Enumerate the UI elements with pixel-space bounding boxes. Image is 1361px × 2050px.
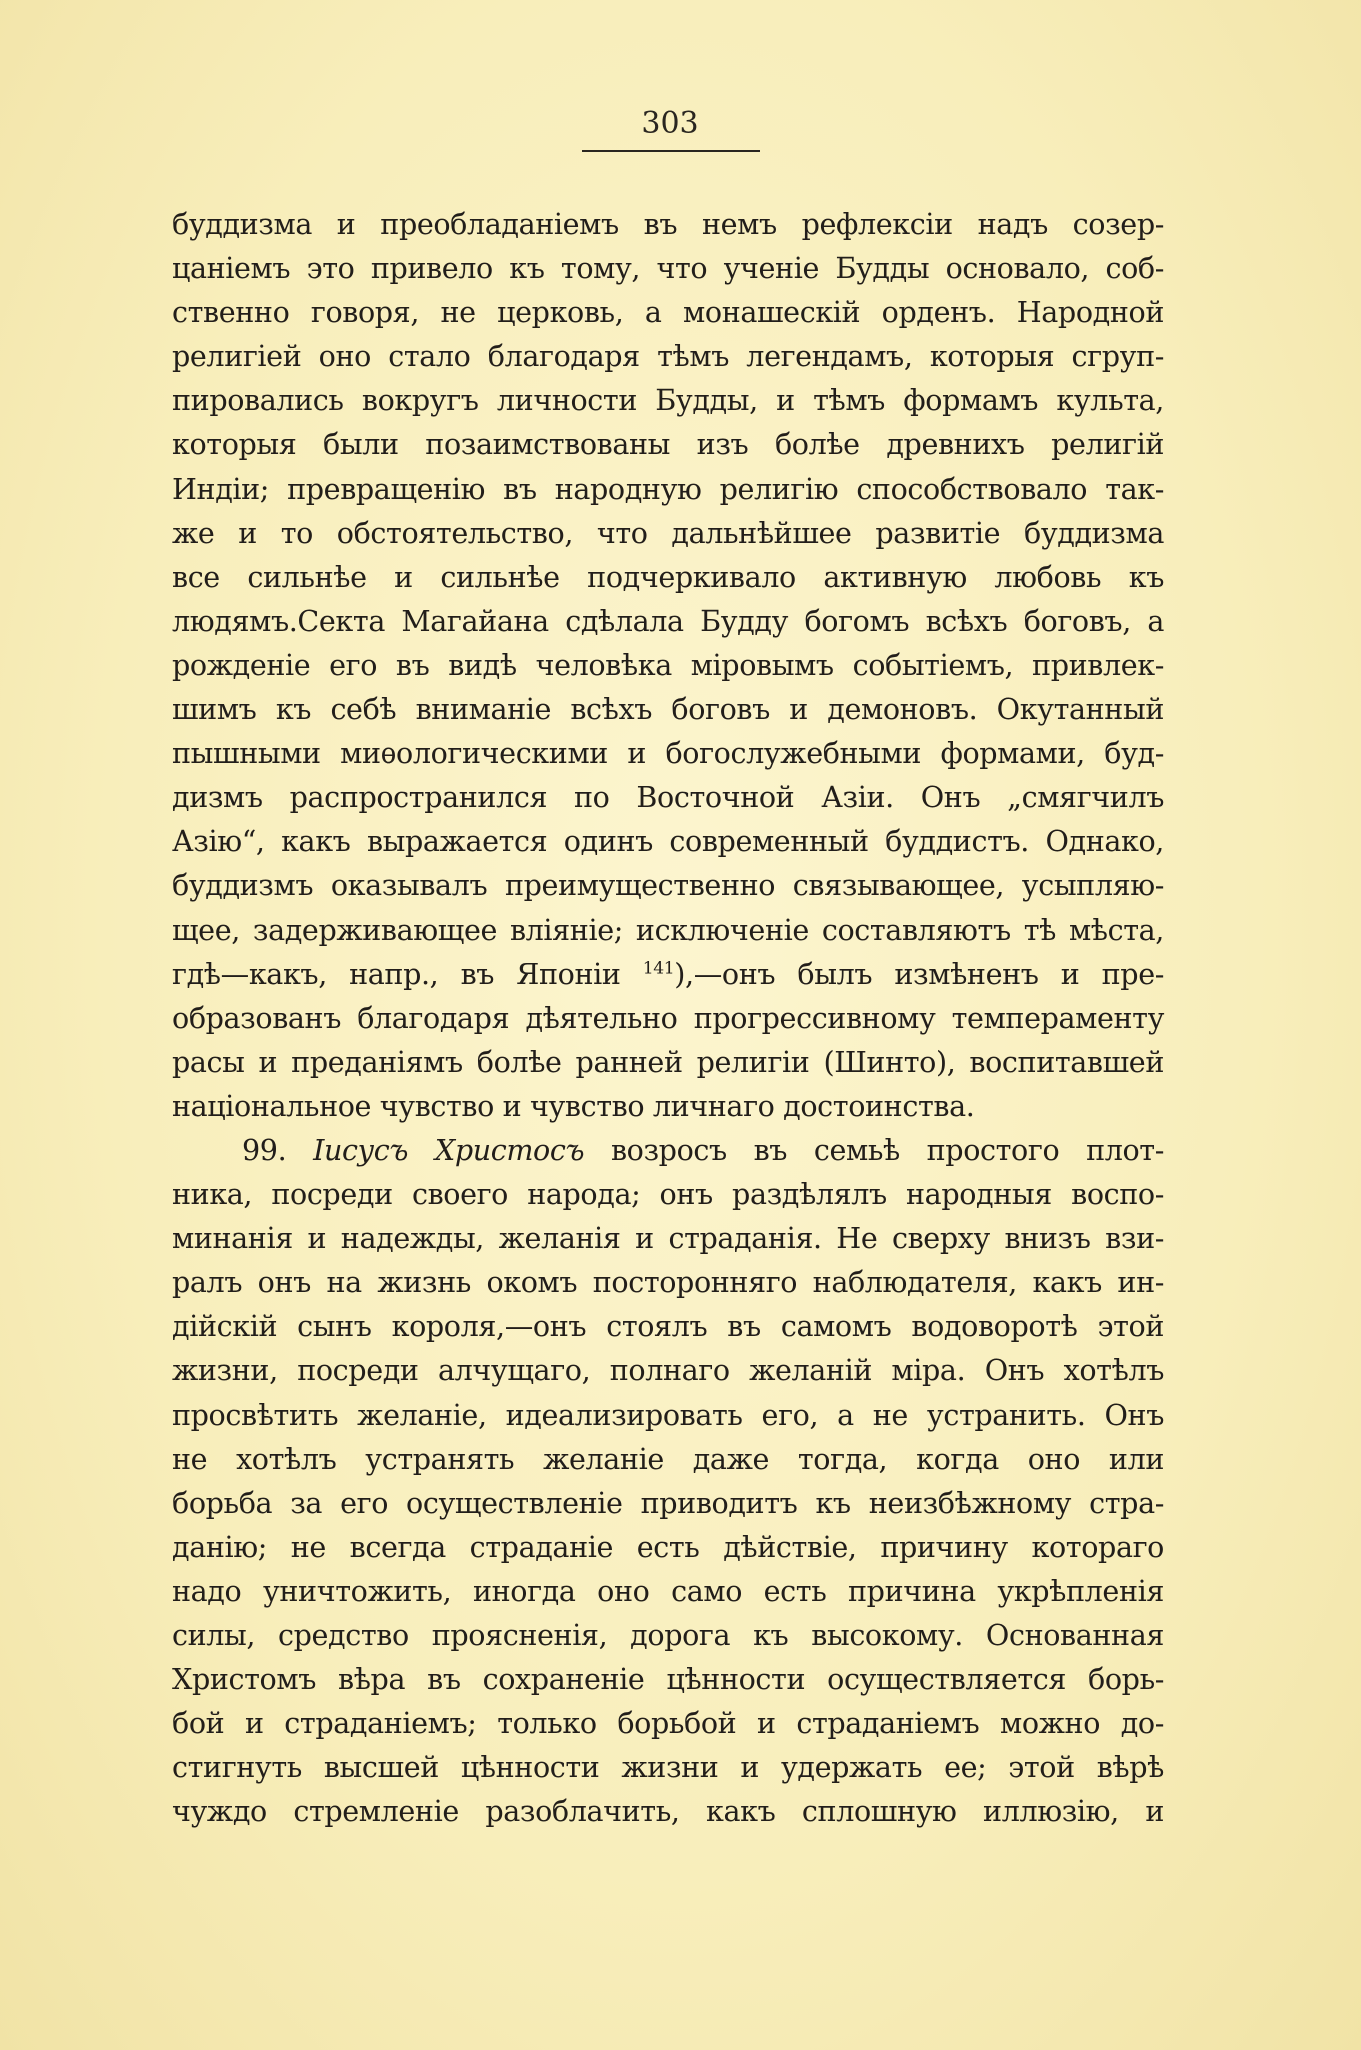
page-number: 303 [641, 106, 699, 141]
text-line: все сильнѣе и сильнѣе подчеркивало активную любовь къ [172, 559, 1164, 594]
text-line: бой и страданіемъ; только борьбой и страданіемъ можно до- [172, 1706, 1164, 1741]
text-line: національное чувство и чувство личнаго достоинства. [172, 1088, 975, 1123]
text-line: религіей оно стало благодаря тѣмъ легендамъ, которыя сгруп- [172, 339, 1164, 374]
text-line: цаніемъ это привело къ тому, что ученіе Будды основало, соб- [172, 251, 1164, 286]
text-line-with-footnote [172, 952, 1164, 996]
body-text [172, 202, 1164, 1833]
text-line: же и то обстоятельство, что дальнѣйшее развитіе буддизма [172, 515, 1164, 550]
text-line: ралъ онъ на жизнь окомъ посторонняго наблюдателя, какъ ин- [172, 1265, 1164, 1300]
text-line: данію; не всегда страданіе есть дѣйствіе, причину котораго [172, 1529, 1164, 1564]
text-line: щее, задерживающее вліяніе; исключеніе составляютъ тѣ мѣста, [172, 912, 1164, 947]
text-line: не хотѣлъ устранять желаніе даже тогда, когда оно или [172, 1441, 1164, 1476]
text-line: которыя были позаимствованы изъ болѣе древнихъ религій [172, 427, 1164, 462]
text-line: дійскій сынъ короля,—онъ стоялъ въ самомъ водоворотѣ этой [172, 1309, 1164, 1344]
text-line: людямъ.Секта Магайана сдѣлала Будду богомъ всѣхъ боговъ, а [172, 603, 1164, 638]
text-line: минанія и надежды, желанія и страданія. Не сверху внизъ взи- [172, 1221, 1164, 1256]
text-line: образованъ благодаря дѣятельно прогрессивному темпераменту [172, 1000, 1164, 1035]
paragraph-1 [172, 202, 1164, 1128]
text-line: стигнуть высшей цѣнности жизни и удержать ее; этой вѣрѣ [172, 1750, 1164, 1785]
text-line: жизни, посреди алчущаго, полнаго желаній міра. Онъ хотѣлъ [172, 1353, 1164, 1388]
text-line: ника, посреди своего народа; онъ раздѣлялъ народныя воспо- [172, 1177, 1164, 1212]
text-line: буддизма и преобладаніемъ въ немъ рефлексіи надъ созер- [172, 207, 1164, 241]
text-line: Христомъ вѣра въ сохраненіе цѣнности осуществляется борь- [172, 1662, 1164, 1697]
header-rule [582, 150, 760, 152]
text-line: шимъ къ себѣ вниманіе всѣхъ боговъ и демоновъ. Окутанный [172, 692, 1164, 727]
footnote-marker: 141 [642, 958, 675, 979]
text-line: Индіи; превращенію въ народную религію способствовало так- [172, 471, 1164, 506]
text-line: надо уничтожить, иногда оно само есть причина укрѣпленія [172, 1573, 1164, 1608]
text-line: буддизмъ оказывалъ преимущественно связывающее, усыпляю- [172, 868, 1164, 903]
section-first-line-text: возросъ въ семьѣ простого плот- [584, 1132, 1164, 1167]
line-text-before-footnote: гдѣ—какъ, напр., въ Японіи [172, 956, 643, 991]
section-number: 99. [242, 1132, 287, 1167]
text-line: рожденіе его въ видѣ человѣка міровымъ событіемъ, привлек- [172, 647, 1164, 682]
text-line: расы и преданіямъ болѣе ранней религіи (Шинто), воспитавшей [172, 1044, 1164, 1079]
text-line: силы, средство проясненія, дорога къ высокому. Основанная [172, 1618, 1164, 1652]
section-heading-line [172, 1128, 1164, 1172]
text-line: пировались вокругъ личности Будды, и тѣмъ формамъ культа, [172, 383, 1164, 418]
text-line: пышными миѳологическими и богослужебными формами, буд- [172, 736, 1164, 771]
text-line: чуждо стремленіе разоблачить, какъ сплошную иллюзію, и [172, 1794, 1164, 1829]
paragraph-2 [172, 1128, 1164, 1834]
text-line: просвѣтить желаніе, идеализировать его, а не устранить. Онъ [172, 1397, 1164, 1432]
section-name: Іисусъ Христосъ [313, 1132, 585, 1167]
text-line: Азію“, какъ выражается одинъ современный буддистъ. Однако, [172, 824, 1164, 859]
text-line: борьба за его осуществленіе приводитъ къ неизбѣжному стра- [172, 1485, 1164, 1520]
text-line: ственно говоря, не церковь, а монашескій орденъ. Народной [172, 295, 1164, 330]
line-text-after-footnote: ),—онъ былъ измѣненъ и пре- [674, 956, 1164, 991]
text-line: дизмъ распространился по Восточной Азіи. Онъ „смягчилъ [172, 780, 1164, 815]
